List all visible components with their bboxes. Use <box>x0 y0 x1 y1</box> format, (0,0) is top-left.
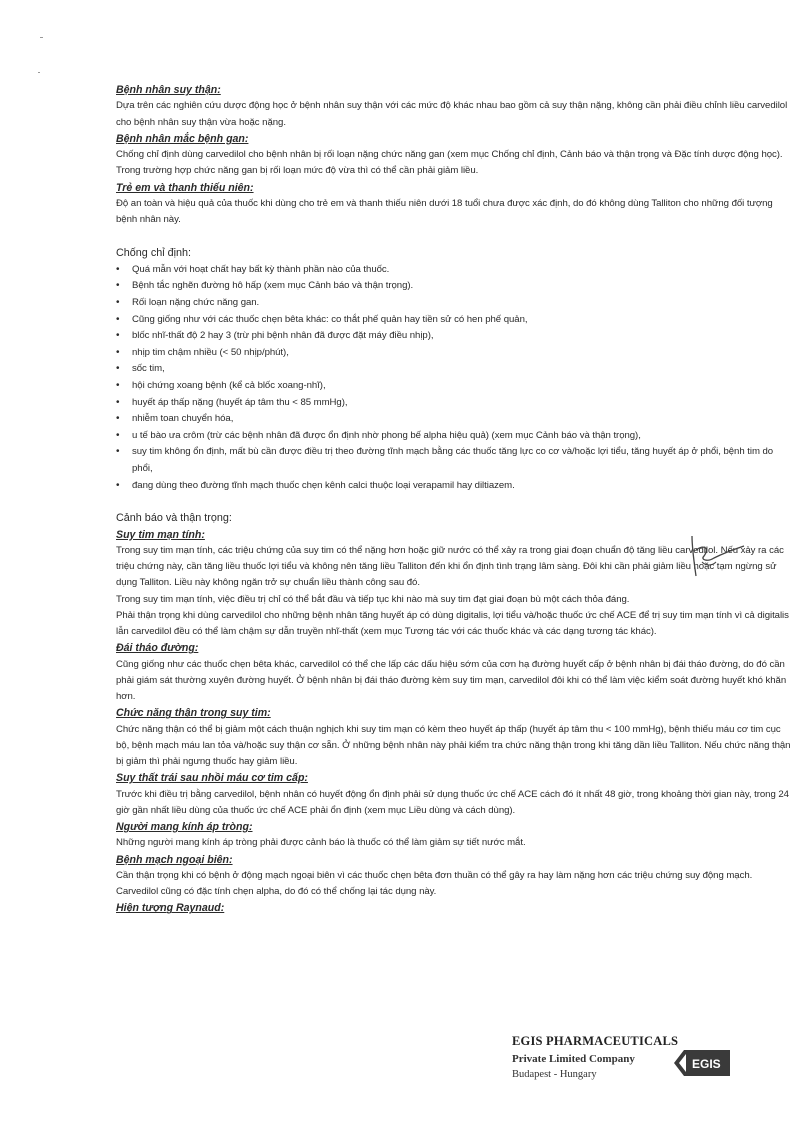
heading-raynaud: Hiện tượng Raynaud: <box>116 902 225 915</box>
list-item: • suy tim không ổn định, mất bù cần được điều trị theo đường tĩnh mạch bằng các thuốc tăng lực co cơ và/hoặc lợi tiểu, tăng huyết áp ở phổi, bệnh tim do phổi, <box>116 444 796 477</box>
text-post-mi: Trước khi điều trị bằng carvedilol, bệnh nhân có huyết động ổn định phải sử dụng thuốc ức chế ACE cách đó ít nhất 48 giờ, trong khoảng thời gian này, trong 24 giờ gần nhất liều dùng của thuốc ức chế ACE phải ổn định (xem mục Liều dùng và cách dùng). <box>116 788 789 816</box>
list-item: • hội chứng xoang bệnh (kể cả blốc xoang-nhĩ), <box>116 378 796 395</box>
warnings-title: Cảnh báo và thận trọng: <box>116 512 232 525</box>
company-stamp <box>492 1028 732 1084</box>
text-children: Độ an toàn và hiệu quả của thuốc khi dùng cho trẻ em và thanh thiếu niên dưới 18 tuổi chưa được xác định, do đó không dùng Talliton cho những đối tượng bệnh nhân này. <box>116 198 773 226</box>
text-contacts: Những người mang kính áp tròng phải được cảnh báo là thuốc có thể làm giảm sự tiết nước mắt. <box>116 837 526 849</box>
text-chf-3: Phải thận trọng khi dùng carvedilol cho những bệnh nhân tăng huyết áp có dùng digitalis, lợi tiểu và/hoặc thuốc ức chế ACE để trị suy tim mạn tính vì cả digitalis lẫn carvedilol đều có thể làm chậm sự dẫn truyền nhĩ-thất (xem mục Tương tác với các thuốc khác và các dạng tương tác khác). <box>116 609 789 637</box>
text-pvd: Cần thận trọng khi có bệnh ở động mạch ngoại biên vì các thuốc chẹn bêta đơn thuần có thể gây ra hay làm nặng hơn các triệu chứng suy động mạch. Carvedilol cũng có đặc tính chẹn alpha, do đó có thể chống lại tác dụng này. <box>116 870 753 898</box>
list-item: • blốc nhĩ-thất độ 2 hay 3 (trừ phi bệnh nhân đã được đặt máy điều nhịp), <box>116 328 796 345</box>
text-renal: Dựa trên các nghiên cứu dược động học ở bệnh nhân suy thận với các mức độ khác nhau bao gồm cả suy thận nặng, không cần phải điều chỉnh liều carvedilol cho bệnh nhân suy thận vừa hoặc nặng. <box>116 100 788 128</box>
text-chf-1: Trong suy tim mạn tính, các triệu chứng của suy tim có thể nặng hơn hoặc giữ nước có thể xảy ra trong giai đoạn chuẩn độ tăng liều carvedilol. Nếu xảy ra các triệu chứng này, cần tăng liều thuốc lợi tiểu và không nên tăng liều Talliton đến khi ổn định tình trạng lâm sàng. Đôi khi cần phải giảm liều hoặc tạm ngừng sử dụng Talliton. Liều này không ngăn trở sự chuẩn liều thành công sau đó. <box>116 544 784 589</box>
heading-children: Trẻ em và thanh thiếu niên: <box>116 181 254 194</box>
text-chf-2: Trong suy tim mạn tính, việc điều trị chỉ có thể bắt đầu và tiếp tục khi nào mà suy tim đạt giai đoạn bù một cách thỏa đáng. <box>116 593 630 605</box>
heading-renal-hf: Chức năng thận trong suy tim: <box>116 707 271 720</box>
scan-speck <box>40 37 43 38</box>
heading-pvd: Bệnh mạch ngoại biên: <box>116 853 233 866</box>
contraindications-title: Chống chỉ định: <box>116 247 192 260</box>
scan-speck <box>38 72 40 73</box>
list-item: • nhịp tim chậm nhiều (< 50 nhịp/phút), <box>116 345 796 362</box>
heading-hepatic: Bệnh nhân mắc bệnh gan: <box>116 132 249 145</box>
list-item: • đang dùng theo đường tĩnh mạch thuốc chẹn kênh calci thuộc loại verapamil hay diltiazem. <box>116 478 796 495</box>
heading-post-mi: Suy thất trái sau nhồi máu cơ tim cấp: <box>116 772 308 785</box>
list-item: • huyết áp thấp nặng (huyết áp tâm thu < 85 mmHg), <box>116 395 796 412</box>
heading-chf: Suy tim mạn tính: <box>116 528 205 541</box>
list-item: • Quá mẫn với hoạt chất hay bất kỳ thành phần nào của thuốc. <box>116 262 796 279</box>
logo-text: EGIS <box>692 1057 721 1071</box>
contraindications-list <box>116 262 796 494</box>
list-item: • nhiễm toan chuyển hóa, <box>116 411 796 428</box>
list-item: • u tế bào ưa crôm (trừ các bệnh nhân đã được ổn định nhờ phong bế alpha hiệu quả) (xem mục Cảnh báo và thận trọng), <box>116 428 796 445</box>
signature-mark <box>686 532 750 584</box>
list-item: • sốc tim, <box>116 361 796 378</box>
stamp-company-type: Private Limited Company <box>512 1053 635 1065</box>
heading-contacts: Người mang kính áp tròng: <box>116 821 253 834</box>
stamp-location: Budapest - Hungary <box>512 1069 597 1080</box>
heading-renal: Bệnh nhân suy thận: <box>116 84 221 96</box>
text-renal-hf: Chức năng thận có thể bị giảm một cách thuận nghịch khi suy tim mạn có kèm theo huyết áp thấp (huyết áp tâm thu < 100 mmHg), bệnh thiếu máu cơ tim cục bộ, bệnh mạch máu lan tỏa và/hoặc suy thận cơ sẵn. Ở những bệnh nhân này phải kiểm tra chức năng thận trong khi tăng dần liều Talliton. Nếu chức năng thận bị giảm thì phải ngưng thuốc hay giảm liều. <box>116 723 791 768</box>
stamp-company-name: EGIS PHARMACEUTICALS <box>512 1034 679 1048</box>
egis-logo-icon <box>672 1048 734 1078</box>
text-diabetes: Cũng giống như các thuốc chẹn bêta khác, carvedilol có thể che lấp các dấu hiệu sớm của cơn hạ đường huyết cấp ở bệnh nhân bị đái tháo đường, do đó cần phải giám sát thường xuyên đường huyết. Ở bệnh nhân bị đái tháo đường kèm suy tim mạn, carvedilol đôi khi có thể làm việc kiểm soát đường huyết khó khăn hơn. <box>116 658 787 702</box>
list-item: • Rối loạn nặng chức năng gan. <box>116 295 796 312</box>
list-item: • Bệnh tắc nghẽn đường hô hấp (xem mục Cảnh báo và thận trọng). <box>116 278 796 295</box>
heading-diabetes: Đái tháo đường: <box>116 642 199 655</box>
document-body <box>116 82 796 917</box>
text-hepatic: Chống chỉ định dùng carvedilol cho bệnh nhân bị rối loạn nặng chức năng gan (xem mục Chống chỉ định, Cảnh báo và thận trọng và Đặc tính dược động học). Trong trường hợp chức năng gan bị rối loạn mức độ vừa thì có thể cần phải giảm liều. <box>116 149 783 177</box>
list-item: • Cũng giống như với các thuốc chẹn bêta khác: co thắt phế quản hay tiền sử có hen phế quản, <box>116 312 796 329</box>
